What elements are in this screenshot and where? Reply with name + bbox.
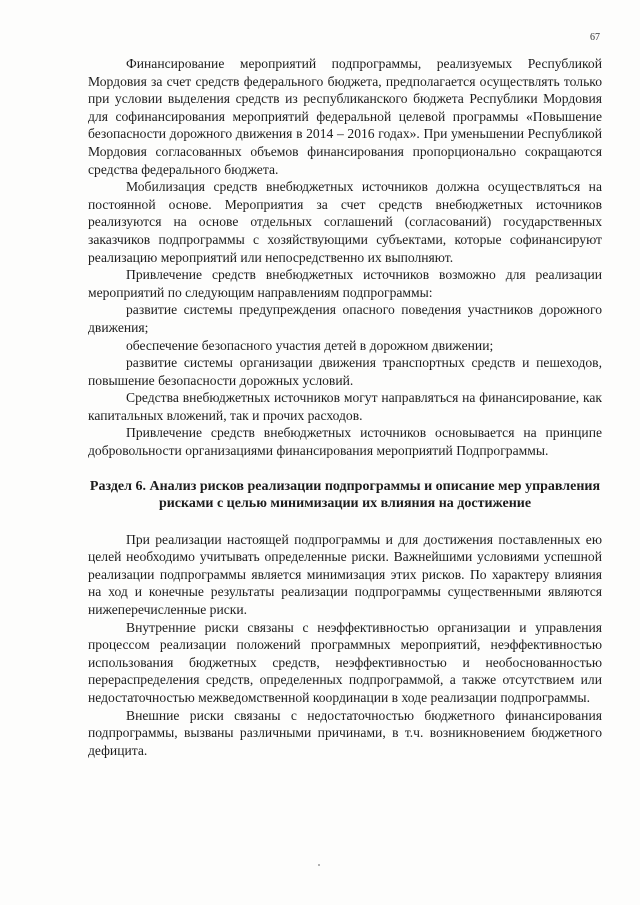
paragraph-mobilization: Мобилизация средств внебюджетных источников должна осуществляться на постоянной основе. Мероприятия за счет средств внебюджетных источников реализуются на основе отдельных соглашений (согласований) государственных заказчиков подпрограммы с хозяйствующими субъектами, которые софинансируют реализацию мероприятий или непосредственно их выполняют. (88, 179, 602, 265)
list-item-children-safety: обеспечение безопасного участия детей в дорожном движении; (126, 337, 494, 353)
paragraph-risks-intro: При реализации настоящей подпрограммы и для достижения поставленных ею целей необходимо учитывать определенные риски. Важнейшими условиями успешной реализации подпрограммы является минимизация этих рисков. По характеру влияния на ход и конечные результаты реализации подпрограммы существенными являются нижеперечисленные риски. (88, 531, 602, 618)
page-number: 67 (590, 32, 600, 43)
list-item-prevention: развитие системы предупреждения опасного поведения участников дорожного движения; (88, 302, 602, 335)
section-heading: Раздел 6. Анализ рисков реализации подпрограммы и описание мер управления рисками с целью минимизации их влияния на достижение (89, 478, 601, 511)
paragraph-voluntary-principle: Привлечение средств внебюджетных источников основывается на принципе добровольности организациями финансирования мероприятий Подпрограммы. (88, 425, 602, 459)
paragraph-funds-direction: Средства внебюджетных источников могут направляться на финансирование, как капитальных вложений, так и прочих расходов. (88, 390, 602, 423)
paragraph-attraction-directions: Привлечение средств внебюджетных источников возможно для реализации мероприятий по следующим направлениям подпрограммы: (88, 267, 602, 300)
paragraph-external-risks: Внешние риски связаны с недостаточностью бюджетного финансирования подпрограммы, вызваны различными причинами, в т.ч. возникновением бюджетного дефицита. (88, 707, 602, 758)
paragraph-financing-federal: Финансирование мероприятий подпрограммы, реализуемых Республикой Мордовия за счет средств федерального бюджета, предполагается осуществлять только при условии выделения средств из республиканского бюджета Республики Мордовия для софинансирования мероприятий федеральной целевой программы «Повышение безопасности дорожного движения в 2014 – 2016 годах». При уменьшении Республикой Мордовия согласованных объемов финансирования пропорционально сокращаются средства федерального бюджета. (88, 56, 602, 177)
document-body (88, 55, 602, 759)
list-item-traffic-organization: развитие системы организации движения транспортных средств и пешеходов, повышение безопасности дорожных условий. (88, 355, 602, 388)
scan-speck (318, 864, 320, 866)
paragraph-internal-risks: Внутренние риски связаны с неэффективностью организации и управления процессом реализации положений программных мероприятий, неэффективностью использования бюджетных средств, неэффективностью и необоснованностью перераспределения средств, определенных подпрограммой, а также отсутствием или недостаточностью межведомственной координации в ходе реализации подпрограммы. (88, 619, 602, 705)
